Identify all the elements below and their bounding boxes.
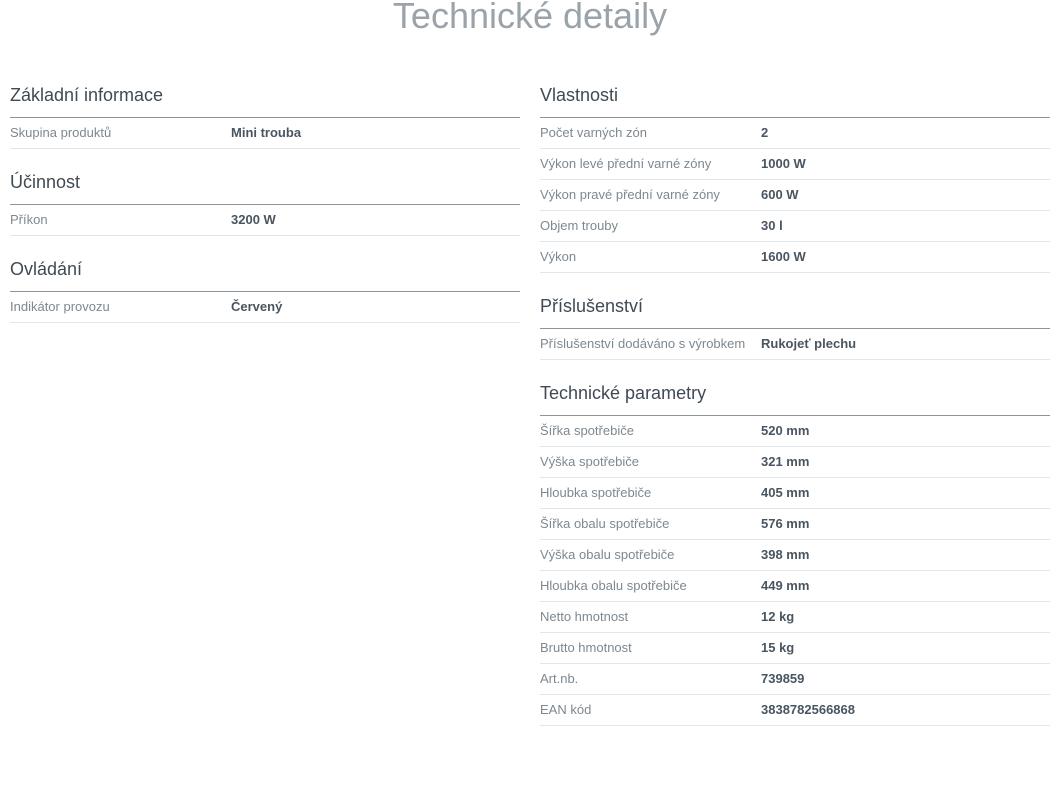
spec-label: Hloubka spotřebiče <box>540 485 652 500</box>
spec-row <box>540 180 1050 211</box>
spec-value: 15 kg <box>761 640 795 655</box>
page-title: Technické detaily <box>392 0 668 36</box>
right-column <box>540 83 1050 726</box>
spec-label: Hloubka obalu spotřebiče <box>540 578 687 593</box>
spec-list <box>540 118 1050 273</box>
spec-list <box>540 416 1050 726</box>
spec-label: Art.nb. <box>540 671 579 686</box>
spec-row <box>540 664 1050 695</box>
spec-row <box>540 509 1050 540</box>
spec-row <box>540 329 1050 360</box>
spec-value: 600 W <box>761 187 799 202</box>
section-title: Příslušenství <box>540 294 1050 329</box>
spec-row <box>10 205 520 236</box>
spec-value: 3838782566868 <box>761 702 855 717</box>
spec-row <box>540 633 1050 664</box>
spec-label: Brutto hmotnost <box>540 640 632 655</box>
spec-value: 2 <box>761 125 769 140</box>
spec-list <box>10 292 520 323</box>
spec-value: 576 mm <box>761 516 810 531</box>
spec-value: 30 l <box>761 218 783 233</box>
spec-label: Výkon levé přední varné zóny <box>540 156 712 171</box>
spec-value: 739859 <box>761 671 805 686</box>
spec-label: Výkon pravé přední varné zóny <box>540 187 720 202</box>
spec-list <box>10 205 520 236</box>
section-ucinnost <box>10 170 520 236</box>
spec-row <box>540 416 1050 447</box>
spec-value: 520 mm <box>761 423 810 438</box>
spec-row <box>540 211 1050 242</box>
spec-label: Počet varných zón <box>540 125 647 140</box>
spec-value: 1000 W <box>761 156 806 171</box>
spec-row <box>540 242 1050 273</box>
spec-value: 1600 W <box>761 249 806 264</box>
spec-label: Výška obalu spotřebiče <box>540 547 675 562</box>
section-technicke-parametry <box>540 381 1050 726</box>
spec-value: 405 mm <box>761 485 810 500</box>
spec-row <box>10 118 520 149</box>
spec-label: Netto hmotnost <box>540 609 629 624</box>
spec-label: Výkon <box>540 249 577 264</box>
spec-label: Výška spotřebiče <box>540 454 639 469</box>
spec-list <box>540 329 1050 360</box>
spec-label: Skupina produktů <box>10 125 112 140</box>
section-vlastnosti <box>540 83 1050 273</box>
section-prislusenstvi <box>540 294 1050 360</box>
section-title: Vlastnosti <box>540 83 1050 118</box>
spec-value: 321 mm <box>761 454 810 469</box>
spec-label: EAN kód <box>540 702 592 717</box>
section-title: Základní informace <box>10 83 520 118</box>
section-title: Technické parametry <box>540 381 1050 416</box>
left-column <box>10 83 520 323</box>
spec-label: Šířka spotřebiče <box>540 423 634 438</box>
spec-row <box>540 447 1050 478</box>
spec-list <box>10 118 520 149</box>
spec-row <box>10 292 520 323</box>
spec-label: Šířka obalu spotřebiče <box>540 516 670 531</box>
spec-row <box>540 571 1050 602</box>
spec-value: Rukojeť plechu <box>761 336 857 351</box>
spec-value: 398 mm <box>761 547 810 562</box>
spec-value: Červený <box>231 299 283 314</box>
spec-row <box>540 149 1050 180</box>
section-title: Účinnost <box>10 170 520 205</box>
section-ovladani <box>10 257 520 323</box>
section-title: Ovládání <box>10 257 520 292</box>
spec-row <box>540 695 1050 726</box>
spec-label: Objem trouby <box>540 218 619 233</box>
spec-row <box>540 602 1050 633</box>
spec-row <box>540 118 1050 149</box>
spec-label: Indikátor provozu <box>10 299 110 314</box>
spec-label: Příkon <box>10 212 48 227</box>
spec-row <box>540 540 1050 571</box>
spec-row <box>540 478 1050 509</box>
spec-value: Mini trouba <box>231 125 302 140</box>
spec-value: 12 kg <box>761 609 795 624</box>
spec-value: 3200 W <box>231 212 276 227</box>
section-zakladni-informace <box>10 83 520 149</box>
spec-value: 449 mm <box>761 578 810 593</box>
spec-label: Příslušenství dodáváno s výrobkem <box>540 336 746 351</box>
